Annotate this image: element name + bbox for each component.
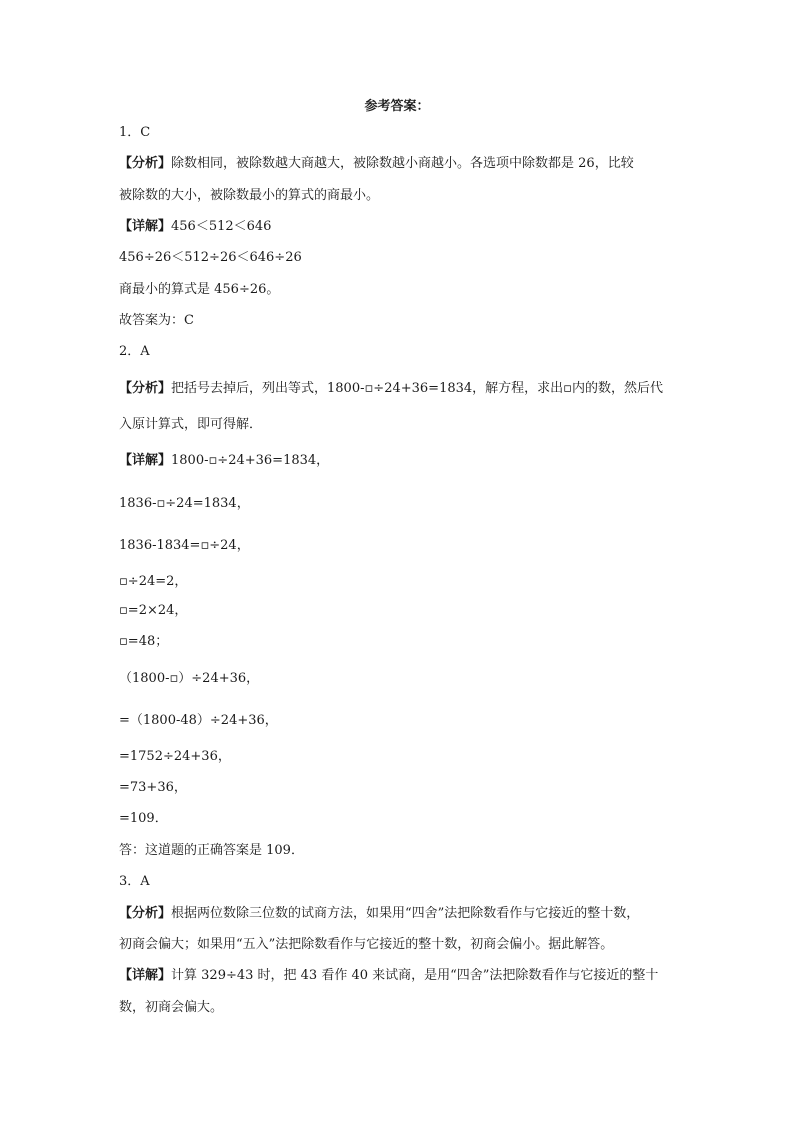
q2-step: =（1800-48）÷24+36，: [119, 713, 278, 728]
q2-step: =73+36，: [119, 780, 187, 795]
q2-number: 2．A: [119, 344, 150, 359]
q2-step: ▫=2×24，: [119, 603, 188, 618]
q1-analysis-cont: 被除数的大小，被除数最小的算式的商最小。: [119, 188, 380, 203]
q3-detail-cont: 数，初商会偏大。: [119, 1000, 224, 1015]
q2-detail-text: 1800-▫÷24+36=1834，: [171, 453, 330, 468]
q2-analysis: [119, 380, 663, 398]
q1-analysis-text: 除数相同，被除数越大商越大，被除数越小商越小。各选项中除数都是 26，比较: [171, 156, 634, 171]
answer-key-title: 参考答案：: [364, 99, 430, 114]
q2-step: =1752÷24+36，: [119, 749, 231, 764]
q2-step: =109．: [119, 811, 168, 826]
q2-step: 1836-▫÷24=1834，: [119, 496, 250, 511]
q1-line3: 商最小的算式是 456÷26。: [119, 282, 280, 297]
q1-analysis-tag: 【分析】: [119, 156, 172, 171]
q2-analysis-cont: 入原计算式，即可得解．: [119, 417, 263, 432]
q2-step: （1800-▫）÷24+36，: [119, 671, 260, 686]
q2-detail-tag: 【详解】: [119, 453, 172, 468]
q1-number: 1．C: [119, 125, 151, 140]
q2-analysis-text: 把括号去掉后，列出等式，1800-▫÷24+36=1834，解方程，求出▫内的数，然后代: [171, 381, 663, 396]
q1-analysis: [119, 155, 634, 173]
q3-number: 3．A: [119, 874, 150, 889]
q3-analysis-tag: 【分析】: [119, 906, 172, 921]
q1-detail-tag: 【详解】: [119, 219, 172, 234]
q2-answer: 答：这道题的正确答案是 109．: [119, 843, 304, 858]
q3-analysis-cont: 初商会偏大；如果用“五入”法把除数看作与它接近的整十数，初商会偏小。据此解答。: [119, 937, 614, 952]
q3-detail-text: 计算 329÷43 时，把 43 看作 40 来试商，是用“四舍”法把除数看作与它接近的整十: [171, 968, 659, 983]
q2-step: 1836-1834=▫÷24，: [119, 538, 250, 553]
q3-analysis-text: 根据两位数除三位数的试商方法，如果用“四舍”法把除数看作与它接近的整十数，: [171, 906, 640, 921]
q2-step: ▫=48；: [119, 634, 169, 649]
q2-detail: [119, 452, 329, 470]
q1-line2: 456÷26＜512÷26＜646÷26: [119, 250, 302, 265]
q1-answer: 故答案为：C: [119, 313, 194, 328]
q1-detail: [119, 218, 271, 236]
q1-detail-text: 456＜512＜646: [171, 219, 272, 234]
q3-analysis: [119, 905, 639, 923]
q2-analysis-tag: 【分析】: [119, 381, 172, 396]
q3-detail-tag: 【详解】: [119, 968, 172, 983]
q2-step: ▫÷24=2，: [119, 574, 188, 589]
q3-detail: [119, 967, 658, 985]
